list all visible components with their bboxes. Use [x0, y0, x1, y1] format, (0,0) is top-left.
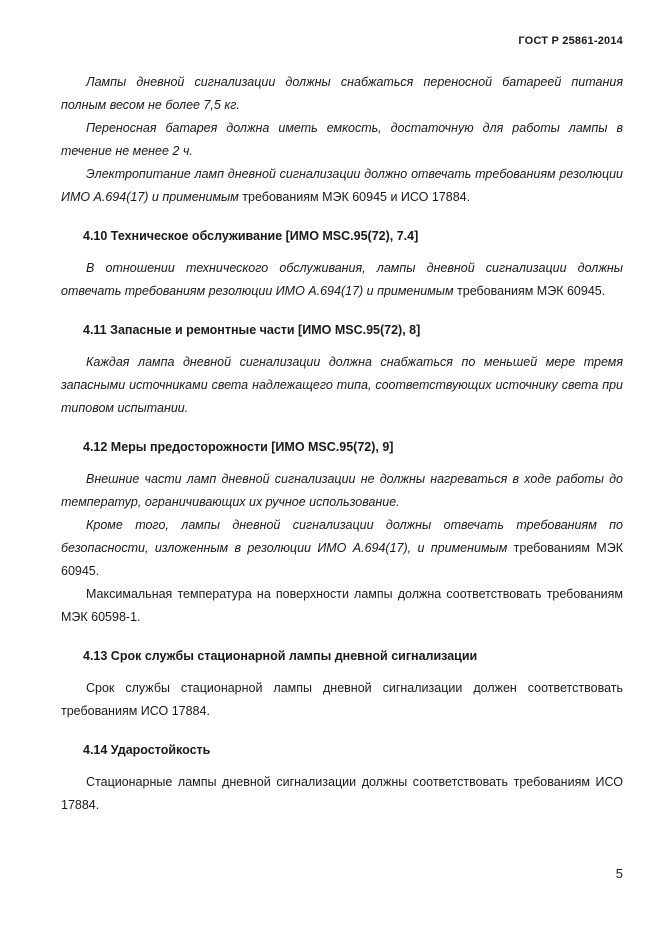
section-heading-4-10: 4.10 Техническое обслуживание [ИМО MSC.95(72), 7.4] [83, 229, 419, 243]
paragraph-battery-capacity: Переносная батарея должна иметь емкость, достаточную для работы лампы в течение не менее 2 ч. [61, 121, 623, 158]
paragraph-spare-parts: Каждая лампа дневной сигнализации должна снабжаться по меньшей мере тремя запасными источниками света надлежащего типа, соответствующих источнику света при типовом испытании. [61, 355, 623, 415]
section-heading-4-14: 4.14 Ударостойкость [83, 743, 211, 757]
paragraph-maintenance [61, 257, 623, 303]
paragraph-power-supply [61, 163, 623, 209]
section-heading-4-11: 4.11 Запасные и ремонтные части [ИМО MSC.95(72), 8] [83, 323, 421, 337]
page-number: 5 [615, 866, 623, 881]
document-id-header: ГОСТ Р 25861-2014 [518, 35, 623, 47]
section-heading-4-13: 4.13 Срок службы стационарной лампы дневной сигнализации [83, 649, 478, 663]
section-heading-4-12: 4.12 Меры предосторожности [ИМО MSC.95(72), 9] [83, 440, 394, 454]
page-body [61, 71, 623, 817]
paragraph-battery-weight: Лампы дневной сигнализации должны снабжаться переносной батареей питания полным весом не более 7,5 кг. [61, 75, 623, 112]
paragraph-service-life: Срок службы стационарной лампы дневной сигнализации должен соответствовать требованиям ИСО 17884. [61, 681, 623, 718]
paragraph-safety-italic: Кроме того, лампы дневной сигнализации должны отвечать требованиям по безопасности, изложенным в резолюции ИМО А.694(17), и применимым [61, 518, 623, 555]
paragraph-safety-requirements [61, 514, 623, 583]
paragraph-external-parts: Внешние части ламп дневной сигнализации не должны нагреваться в ходе работы до температур, ограничивающих их ручное использование. [61, 472, 623, 509]
paragraph-shock-resistance: Стационарные лампы дневной сигнализации должны соответствовать требованиям ИСО 17884. [61, 775, 623, 812]
paragraph-power-supply-italic: Электропитание ламп дневной сигнализации должно отвечать требованиям резолюции ИМО А.694(17) и применимым [61, 167, 623, 204]
paragraph-maintenance-italic: В отношении технического обслуживания, лампы дневной сигнализации должны отвечать требованиям резолюции ИМО А.694(17) и применимым [61, 261, 623, 298]
paragraph-max-temperature: Максимальная температура на поверхности лампы должна соответствовать требованиям МЭК 60598-1. [61, 587, 623, 624]
paragraph-maintenance-rest: требованиям МЭК 60945. [453, 284, 606, 298]
paragraph-power-supply-rest: требованиям МЭК 60945 и ИСО 17884. [238, 190, 471, 204]
paragraph-safety-rest: требованиям МЭК 60945. [61, 541, 623, 578]
